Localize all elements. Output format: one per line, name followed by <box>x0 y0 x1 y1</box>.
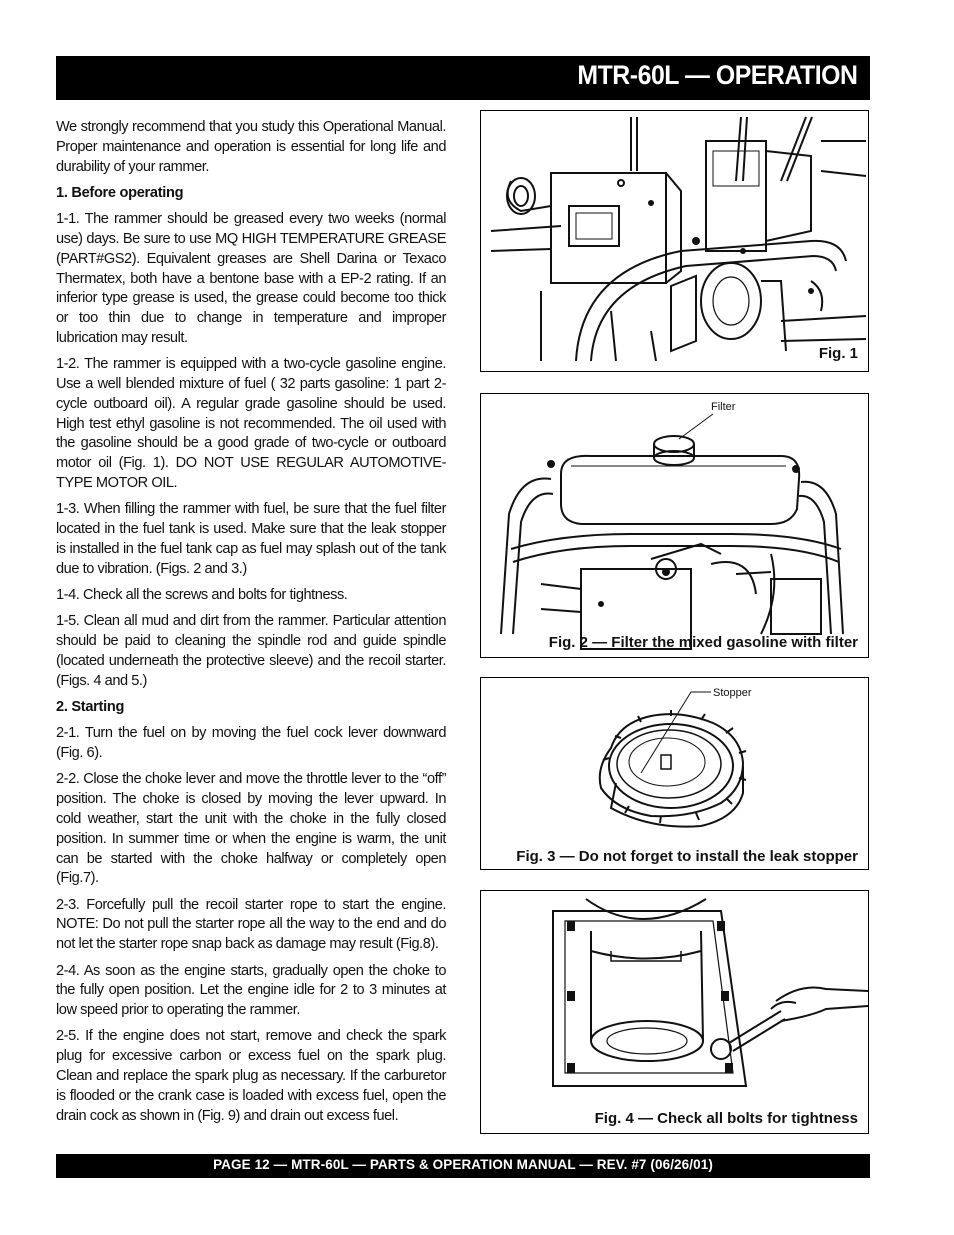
body-text-column <box>56 118 446 1133</box>
stopper-label: Stopper <box>713 687 752 699</box>
base-plate-bolts-illustration <box>481 891 868 1133</box>
figure-2 <box>480 393 869 658</box>
filter-label: Filter <box>711 401 736 413</box>
figure-3 <box>480 677 869 870</box>
figure-3-caption: Fig. 3 — Do not forget to install the leak stopper <box>516 848 858 865</box>
step-1-2: 1-2. The rammer is equipped with a two-cycle gasoline engine. Use a well blended mixture of fuel ( 32 parts gasoline: 1 part 2-cycle outboard oil). A regular grade gasoline should be used. High test ethyl gasoline is not recommended. The oil used with the gasoline should be a good grade of two-cycle or outboard motor oil (Fig. 1). DO NOT USE REGULAR AUTOMOTIVE-TYPE MOTOR OIL. <box>56 356 446 492</box>
step-2-4: 2-4. As soon as the engine starts, gradually open the choke to the fully open position. Let the engine idle for 2 to 3 minutes at low speed prior to operating the rammer. <box>56 962 446 1019</box>
engine-top-illustration <box>481 111 868 371</box>
step-2-3: 2-3. Forcefully pull the recoil starter rope to start the engine. NOTE: Do not pull the starter rope all the way to the end and do not let the starter rope snap back as damage may result (Fig.8). <box>56 896 446 953</box>
page-footer-bar <box>56 1154 870 1178</box>
page-footer-text: PAGE 12 — MTR-60L — PARTS & OPERATION MANUAL — REV. #7 (06/26/01) <box>213 1157 713 1172</box>
page-header-bar <box>56 56 870 100</box>
step-1-5: 1-5. Clean all mud and dirt from the rammer. Particular attention should be paid to cleaning the spindle rod and guide spindle (located underneath the protective sleeve) and the recoil starter. (Figs. 4 and 5.) <box>56 613 446 689</box>
page-title: MTR-60L — OPERATION <box>577 60 858 90</box>
fuel-tank-filter-illustration <box>481 394 868 657</box>
step-2-2: 2-2. Close the choke lever and move the throttle lever to the “off” position. The choke is closed by moving the lever upward. In cold weather, start the unit with the choke in the fully closed position. In summer time or when the engine is warm, the unit can be started with the choke halfway or completely open (Fig.7). <box>56 771 446 887</box>
figure-1-caption: Fig. 1 <box>818 345 858 362</box>
section-heading-before-operating: 1. Before operating <box>56 184 184 201</box>
step-1-3: 1-3. When filling the rammer with fuel, be sure that the fuel filter located in the fuel tank is used. Make sure that the leak stopper is installed in the fuel tank cap as fuel may splash out of the tank due to vibration. (Figs. 2 and 3.) <box>56 501 446 577</box>
fuel-cap-stopper-illustration <box>481 678 868 869</box>
intro-paragraph: We strongly recommend that you study this Operational Manual. Proper maintenance and operation is essential for long life and durability of your rammer. <box>56 119 446 175</box>
figure-4-caption: Fig. 4 — Check all bolts for tightness <box>594 1110 858 1127</box>
step-2-5: 2-5. If the engine does not start, remove and check the spark plug for excessive carbon or excess fuel on the spark plug. Clean and replace the spark plug as necessary. If the carburetor is flooded or the crank case is loaded with excess fuel, open the drain cock as shown in (Fig. 9) and drain out excess fuel. <box>56 1028 446 1124</box>
step-1-4: 1-4. Check all the screws and bolts for tightness. <box>56 587 348 604</box>
step-2-1: 2-1. Turn the fuel on by moving the fuel cock lever downward (Fig. 6). <box>56 725 446 762</box>
figure-2-caption: Fig. 2 — Filter the mixed gasoline with filter <box>548 634 858 651</box>
section-heading-starting: 2. Starting <box>56 699 125 716</box>
figure-4 <box>480 890 869 1134</box>
figure-1 <box>480 110 869 372</box>
step-1-1: 1-1. The rammer should be greased every two weeks (normal use) days. Be sure to use MQ HIGH TEMPERATURE GREASE (PART#GS2). Equivalent greases are Shell Darina or Texaco Thermatex, both have a bentone base with a EP-2 rating. If an inferior type grease is used, the grease could become too thick or too thin due to change in temperature and improper lubrication may result. <box>56 211 446 346</box>
